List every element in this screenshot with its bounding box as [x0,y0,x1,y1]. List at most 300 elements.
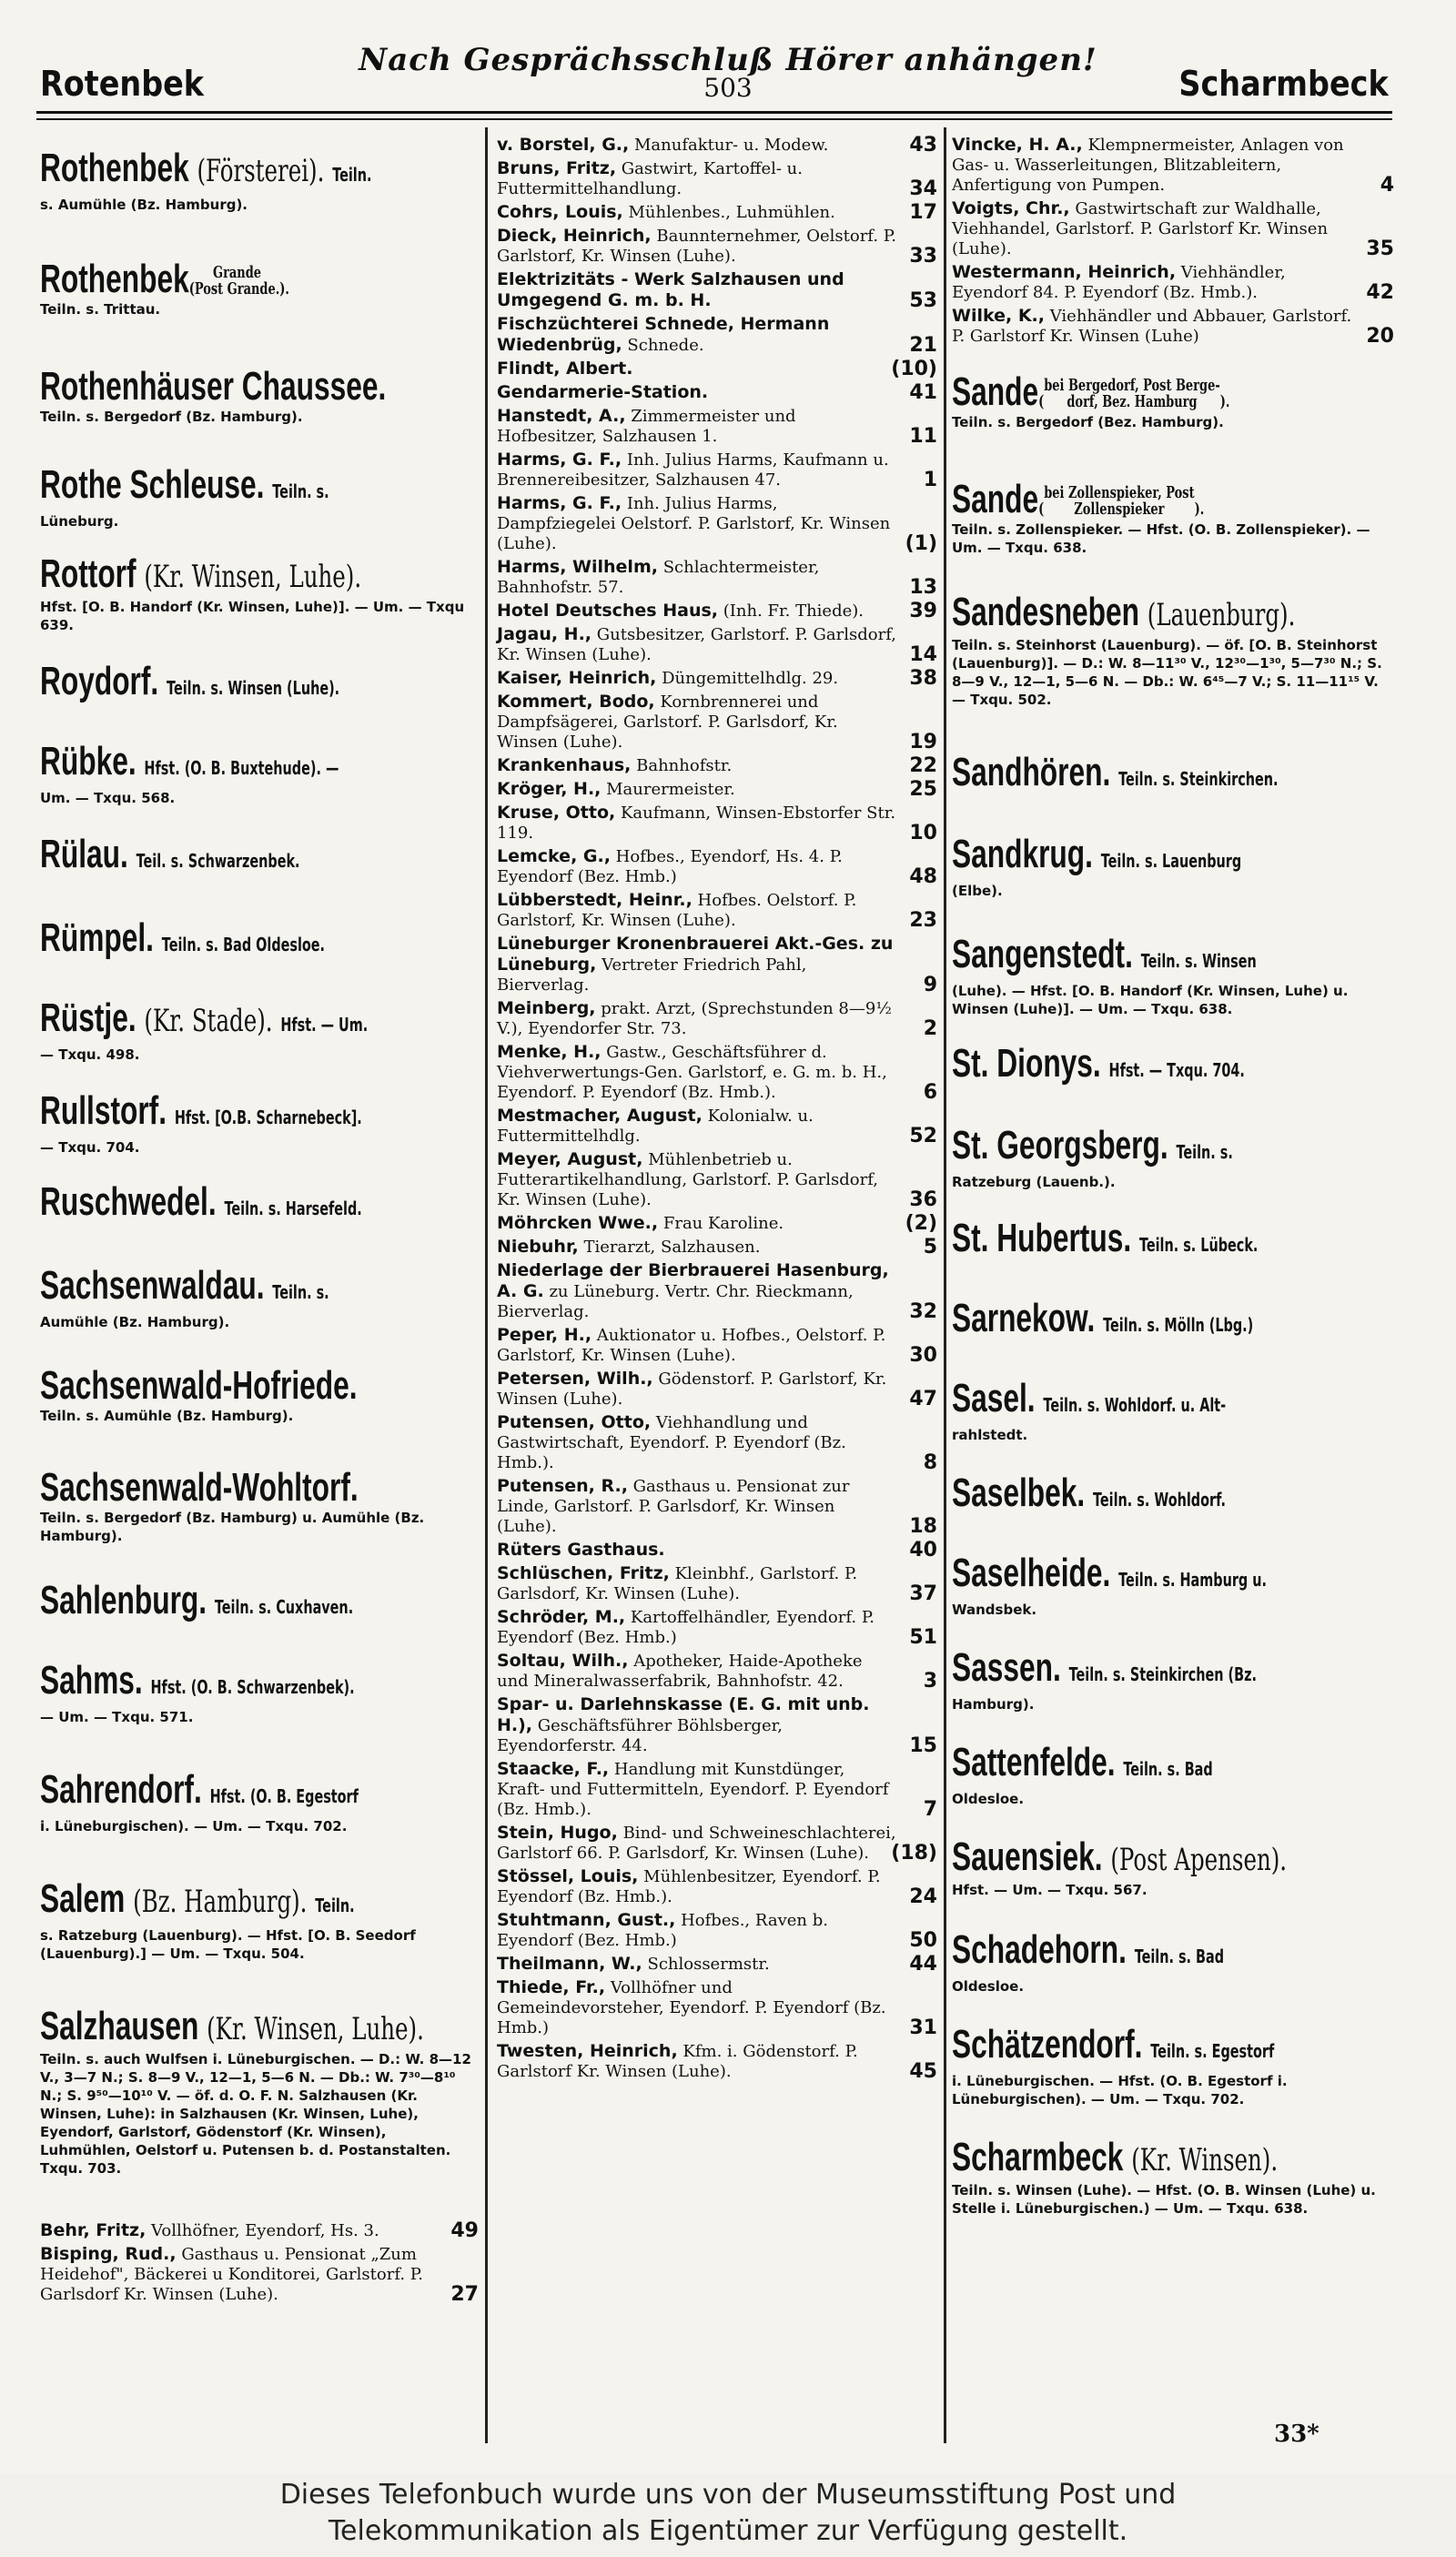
phone-number: 49 [450,2219,479,2242]
phone-number: 20 [1366,325,1394,348]
column-left [40,135,479,2308]
subscriber-name: Bisping, Rud., [40,2244,177,2264]
qualifier-line: Post Grande. [194,279,280,299]
subscriber-name: Bruns, Fritz, [497,158,617,178]
place-name [952,1218,1258,1266]
place-info: Hamburg). [952,1696,1035,1713]
place-name [952,1378,1226,1426]
place-name-qualifier: ( bei Bergedorf, Post Berge- dorf, Bez. Hamburg ). [1038,376,1230,412]
phone-number: (1) [905,532,937,555]
place-info: Wandsbek. [952,1602,1037,1618]
place-info: Teiln. s. Zollenspieker. — Hfst. (O. B. Zollenspieker). — Um. — Txqu. 638. [952,521,1370,556]
qualifier-line: Grande [213,263,262,283]
place-name [40,258,289,300]
place-name-line [952,1472,1394,1521]
place-name-line [952,1378,1394,1426]
subscriber-details: Vollhöfner und Gemeindevorsteher, Eyendorf. P. Eyendorf (Bz. Hmb.) [497,1978,886,2037]
place-name-line [40,741,479,789]
subscriber-entry [497,1106,937,1147]
archive-notice-line-1: Dieses Telefonbuch wurde uns von der Museumsstiftung Post und [279,2479,1177,2511]
place-name [952,1647,1257,1695]
place-name [40,1769,359,1817]
place-name-line [952,1125,1394,1173]
place-info: Um. — Txqu. 568. [40,790,176,806]
place-name-line [952,1929,1394,1977]
subscriber-name: Thiede, Fr., [497,1977,606,1997]
phone-number: 40 [909,1539,937,1561]
column-spacer [952,349,1394,359]
place-heading [40,728,479,821]
subscriber-details: Kolonialw. u. Futtermittelhdlg. [497,1107,814,1146]
place-name-text: Scharmbeck [952,2135,1124,2179]
place-info: Oldesloe. [952,1978,1025,1995]
place-name-text: St. Dionys. [952,1041,1101,1086]
place-name-line [40,1265,479,1313]
place-name [952,479,1204,520]
subscriber-name: Hanstedt, A., [497,406,626,426]
place-heading [40,1352,479,1454]
subscriber-name: Harms, Wilhelm, [497,557,658,577]
subscriber-entry [497,1476,937,1537]
place-name-line [952,1218,1394,1266]
header-rule-top [36,111,1392,114]
subscriber-entry [497,135,937,156]
subscriber-entry [497,1823,937,1864]
subscriber-name: Gendarmerie-Station. [497,382,709,402]
place-info: Teiln. s. Bergedorf (Bez. Hamburg). [952,414,1224,430]
place-name-text: Sauensiek. [952,1834,1103,1879]
subscriber-details: Mühlenbesitzer, Eyendorf. P. Eyendorf (Bz. Hmb.). [497,1867,881,1906]
place-name-line [40,1878,479,1926]
place-name-line [952,479,1394,520]
subscriber-details: Kornbrennerei und Dampfsägerei, Garlstorf. P. Garlsdorf, Kr. Winsen (Luhe). [497,692,838,752]
subscriber-entry [497,359,937,379]
subscriber-entry [497,668,937,689]
place-name-line [952,1298,1394,1346]
phone-number: 7 [923,1798,937,1821]
subscriber-name: Fischzüchterei Schnede, Hermann Wiedenbrüg, [497,314,830,355]
subscriber-entry [497,314,937,356]
place-heading [40,1865,479,1993]
subscriber-name: Stein, Hugo, [497,1823,618,1843]
subscriber-name: Putensen, R., [497,1476,628,1496]
phone-number: 51 [909,1626,937,1649]
place-name [40,661,339,709]
place-info: — Txqu. 704. [40,1139,140,1156]
subscriber-entry [497,1954,937,1975]
phone-number: 52 [909,1125,937,1147]
place-heading [40,1647,479,1756]
subscriber-name: Putensen, Otto, [497,1412,652,1432]
subscriber-entry [952,262,1394,303]
subscriber-entry [497,1759,937,1820]
column-middle [497,135,937,2085]
place-name-suffix: (Lauenburg). [1147,597,1296,633]
place-name [40,147,371,196]
subscriber-name: Niebuhr, [497,1237,579,1257]
place-inline-info: Teiln. s. Bad [1123,1758,1213,1780]
place-name [952,752,1279,800]
subscriber-name: Westermann, Heinrich, [952,262,1177,282]
phone-number: 2 [923,1017,937,1040]
place-name [952,371,1229,413]
subscriber-details: Viehhandlung und Gastwirtschaft, Eyendorf. P. Eyendorf (Bz. Hmb.). [497,1413,846,1472]
phone-number: 48 [909,865,937,888]
place-heading [40,985,479,1077]
phone-number: 24 [909,1885,937,1908]
place-heading [952,2124,1394,2242]
place-heading [952,1112,1394,1205]
subscriber-name: Spar- u. Darlehnskasse (E. G. mit unb. H.), [497,1694,870,1735]
place-info: Hfst. — Um. — Txqu. 567. [952,1882,1148,1898]
subscriber-details: zu Lüneburg. Vertr. Chr. Rieckmann, Bierverlag. [497,1282,854,1321]
subscriber-details: Gastw., Geschäftsführer d. Viehverwertungs-Gen. Garlstorf, e. G. m. b. H., Eyendorf. P. Eyendorf (Bz. Hmb.). [497,1043,887,1102]
subscriber-name: Stuhtmann, Gust., [497,1910,676,1930]
subscriber-name: Rüters Gasthaus. [497,1540,665,1560]
subscriber-details: Vertreter Friedrich Pahl, Bierverlag. [497,955,807,995]
subscriber-name: v. Borstel, G., [497,135,630,155]
subscriber-name: Harms, G. F., [497,493,622,513]
place-info: Teiln. s. Trittau. [40,301,161,318]
phone-number: (10) [891,358,937,380]
place-name [40,2006,424,2050]
place-info: (Luhe). — Hfst. [O. B. Handorf (Kr. Winsen, Luhe) u. Winsen (Luhe)]. — Um. — Txqu. 638. [952,983,1349,1017]
subscriber-name: Niederlage der Bierbrauerei Hasenburg, A. G. [497,1260,889,1301]
subscriber-entry [497,382,937,403]
subscriber-entry [497,1977,937,2038]
place-info: (Elbe). [952,883,1003,899]
place-heading [952,821,1394,921]
place-name [952,834,1241,882]
subscriber-name: Stössel, Louis, [497,1866,639,1886]
archive-notice-line-2: Telekommunikation als Eigentümer zur Verfügung gestellt. [328,2515,1128,2547]
subscriber-name: Soltau, Wilh., [497,1651,629,1671]
place-name [952,934,1257,982]
place-name-line [952,2137,1394,2181]
subscriber-entry [497,202,937,223]
subscriber-details: Hofbes., Eyendorf, Hs. 4. P. Eyendorf (Bez. Hmb.) [497,847,843,886]
subscriber-entry [497,934,937,996]
place-inline-info: Teiln. s. Wohldorf. u. Alt- [1043,1394,1227,1416]
phone-number: (2) [905,1212,937,1235]
place-name-text: Sarnekow. [952,1296,1096,1340]
place-inline-info: Hfst. [O.B. Scharnebeck]. [174,1107,362,1128]
place-name [952,1472,1226,1521]
subscriber-details: Schnede. [627,336,704,355]
header-first-keyword: Rotenbek [40,64,205,104]
place-inline-info: Hfst. (O. B. Buxtehude). — [144,757,339,779]
place-name-suffix: (Kr. Winsen, Luhe). [144,559,362,595]
subscriber-name: Cohrs, Louis, [497,202,623,222]
subscriber-entry [497,1540,937,1561]
subscriber-name: Staacke, F., [497,1759,610,1779]
place-name [952,2137,1278,2181]
subscriber-details: Maurermeister. [606,780,735,799]
place-name-text: Sandhören. [952,750,1111,794]
qualifier-lines [1044,378,1219,410]
place-name-text: Saselbek. [952,1471,1086,1515]
place-info: Hfst. [O. B. Handorf (Kr. Winsen, Luhe)]. — Um. — Txqu 639. [40,599,465,633]
place-inline-info: Teiln. s. [272,1281,329,1303]
place-name [40,1580,353,1628]
subscriber-name: Flindt, Albert. [497,359,633,379]
place-heading [952,1030,1394,1112]
place-name-line [952,1742,1394,1790]
place-inline-info: Teiln. s. [1176,1141,1233,1163]
place-name-text: Sahlenburg. [40,1578,207,1622]
subscriber-entry [497,1607,937,1648]
place-name-line [40,258,479,300]
place-name-text: Sahrendorf. [40,1767,202,1812]
subscriber-entry [497,1866,937,1907]
subscriber-name: Kaiser, Heinrich, [497,668,657,688]
place-name [40,464,329,512]
place-heading [952,921,1394,1030]
place-name-line [952,1647,1394,1695]
place-name [952,1836,1287,1881]
place-heading [40,1993,479,2220]
place-name-suffix: (Post Apensen). [1110,1842,1288,1878]
place-name-line [40,917,479,965]
place-name [40,741,339,789]
place-name-text: Saselheide. [952,1551,1111,1595]
phone-number: 9 [923,974,937,996]
phone-number: 30 [909,1344,937,1367]
place-name [40,1265,329,1313]
place-name [40,917,325,965]
place-inline-info: Teiln. s. Lauenburg [1100,850,1242,872]
place-name-text: Sattenfelde. [952,1740,1116,1784]
phone-number: 8 [923,1451,937,1474]
place-heading [952,1365,1394,1460]
subscriber-name: Hotel Deutsches Haus, [497,601,719,621]
place-name-line [952,1043,1394,1091]
place-heading [952,1634,1394,1729]
place-inline-info: Teiln. s. Harsefeld. [224,1198,362,1219]
place-name-text: Sande [952,477,1039,521]
phone-number: 5 [923,1236,937,1258]
place-heading [40,1077,479,1168]
subscriber-details: Gastwirtschaft zur Waldhalle, Viehhandel, Garlstorf. P. Garlstorf Kr. Winsen (Luhe). [952,199,1329,258]
place-name-text: Sangenstedt. [952,932,1133,976]
qualifier-line: dorf, Bez. Hamburg [1067,392,1198,412]
place-inline-info: Teiln. [315,1895,355,1916]
place-inline-info: Hfst. — Um. [280,1014,369,1036]
place-name-suffix: (Kr. Winsen). [1131,2142,1279,2178]
place-name [40,1878,355,1926]
subscriber-details: Gödenstorf. P. Garlstorf, Kr. Winsen (Luhe). [497,1369,887,1409]
subscriber-details: Inh. Julius Harms, Dampfziegelei Oelstorf. P. Garlstorf, Kr. Winsen (Luhe). [497,494,891,553]
subscriber-details: Gasthaus u. Pensionat zur Linde, Garlstorf. P. Garlsdorf, Kr. Winsen (Luhe). [497,1477,850,1536]
place-info: i. Lüneburgischen. — Hfst. (O. B. Egestorf i. Lüneburgischen). — Um. — Txqu. 702. [952,2073,1288,2107]
place-heading [952,1729,1394,1824]
subscriber-details: Düngemittelhdlg. 29. [662,669,839,688]
phone-number: 15 [909,1734,937,1757]
place-name [40,1660,355,1708]
place-name-text: Rothe Schleuse. [40,462,265,507]
subscriber-name: Kröger, H., [497,779,602,799]
place-heading [952,579,1394,739]
place-name [40,1181,362,1229]
subscriber-name: Harms, G. F., [497,450,622,470]
place-name-text: Sandkrug. [952,832,1093,876]
phone-number: 36 [909,1188,937,1211]
subscriber-name: Twesten, Heinrich, [497,2041,678,2061]
place-heading [952,1540,1394,1634]
phone-number: 41 [909,381,937,404]
subscriber-details: Mühlenbetrieb u. Futterartikelhandlung, Garlstorf. P. Garlsdorf, Kr. Winsen (Luhe). [497,1150,878,1209]
place-name-text: Schadehorn. [952,1927,1127,1972]
place-name-line [40,366,479,408]
place-inline-info: Teiln. [332,164,372,186]
subscriber-name: Menke, H., [497,1042,602,1062]
place-name [952,591,1295,636]
phone-number: 43 [909,134,937,157]
phone-number: 50 [909,1929,937,1952]
header-notice: Nach Gesprächsschluß Hörer anhängen! [359,42,1097,78]
place-heading [40,246,479,353]
subscriber-name: Elektrizitäts - Werk Salzhausen und Umgegend G. m. b. H. [497,269,844,310]
place-name-text: Sassen. [952,1645,1061,1690]
phone-number: 53 [909,289,937,312]
phone-number: 45 [909,2060,937,2083]
subscriber-entry [497,493,937,554]
phone-number: 39 [909,600,937,622]
subscriber-details: Apotheker, Haide-Apotheke und Mineralwasserfabrik, Bahnhofstr. 42. [497,1652,863,1691]
place-heading [952,1205,1394,1285]
subscriber-entry [497,1910,937,1951]
phone-number: 10 [909,822,937,844]
place-heading [40,353,479,451]
place-info: Teiln. s. Bergedorf (Bz. Hamburg) u. Aumühle (Bz. Hamburg). [40,1510,425,1544]
subscriber-entry [497,692,937,753]
subscriber-entry [497,624,937,665]
subscriber-name: Lemcke, G., [497,846,611,866]
subscriber-entry [497,1260,937,1322]
place-info: Aumühle (Bz. Hamburg). [40,1314,230,1330]
place-name [952,1125,1233,1173]
subscriber-entry [40,2220,479,2241]
place-info: Teiln. s. auch Wulfsen i. Lüneburgischen. — D.: W. 8—12 V., 3—7 N.; S. 8—9 V., 12—1, 5—6 N. — Db.: W. 7³⁰—8¹⁰ N.; S. 9⁵⁰—10¹⁰ V. — öf. d. O. F. N. Salzhausen (Kr. Winsen, Luhe): in Salzhausen (Kr. Winsen, Luhe), Eyendorf, Garlstorf, Gödenstorf (Kr. Winsen), Luhmühlen, Oelstorf u. Putensen b. d. Postanstalten. Txqu. 703. [40,2051,471,2177]
place-name [40,1365,358,1407]
place-name-text: Rübke. [40,739,136,783]
place-name-line [40,147,479,196]
subscriber-name: Wilke, K., [952,306,1045,326]
place-heading [40,821,479,905]
column-right [952,135,1394,2242]
subscriber-name: Behr, Fritz, [40,2220,147,2240]
subscriber-details: Viehhändler und Abbauer, Garlstorf. P. Garlstorf Kr. Winsen (Luhe) [952,307,1352,346]
place-name-line [40,1467,479,1509]
subscriber-name: Möhrcken Wwe., [497,1213,659,1233]
place-name [40,1090,362,1138]
place-name-line [40,553,479,598]
place-heading [952,1916,1394,2011]
subscriber-details: Tierarzt, Salzhausen. [583,1238,761,1257]
phone-number: 37 [909,1582,937,1605]
place-info: Oldesloe. [952,1791,1025,1807]
phone-number: 13 [909,576,937,599]
subscriber-details: Bind- und Schweineschlachterei, Garlstorf 66. P. Garlsdorf, Kr. Winsen (Luhe). [497,1824,896,1863]
place-inline-info: Hfst. (O. B. Schwarzenbek). [150,1676,355,1698]
subscriber-name: Schröder, M., [497,1607,626,1627]
subscriber-entry [497,1694,937,1756]
header-rule-bottom [36,118,1392,120]
place-info: Ratzeburg (Lauenb.). [952,1174,1116,1190]
subscriber-entry [497,998,937,1039]
subscriber-entry [40,2244,479,2305]
subscriber-entry [952,135,1394,196]
phone-number: 23 [909,909,937,932]
subscriber-entry [497,1325,937,1366]
place-name-line [40,1365,479,1407]
place-name-text: Sande [952,369,1039,414]
subscriber-name: Krankenhaus, [497,755,632,775]
subscriber-entry [497,2041,937,2082]
place-inline-info: Teiln. s. Cuxhaven. [214,1596,354,1618]
subscriber-name: Dieck, Heinrich, [497,226,652,246]
place-heading [952,1824,1394,1916]
place-name-text: Sachsenwald-Wohltorf. [40,1465,359,1510]
place-name-line [952,2024,1394,2072]
place-info: s. Ratzeburg (Lauenburg). — Hfst. [O. B. Seedorf (Lauenburg).] — Um. — Txqu. 504. [40,1927,416,1962]
subscriber-details: Vollhöfner, Eyendorf, Hs. 3. [151,2221,379,2240]
place-name-text: Salem [40,1876,126,1921]
subscriber-details: Schlossermstr. [647,1955,770,1974]
place-name-text: Sachsenwaldau. [40,1263,265,1308]
subscriber-details: Zimmermeister und Hofbesitzer, Salzhausen 1. [497,407,796,446]
place-name [40,834,300,882]
place-name [952,2024,1274,2072]
subscriber-entry [497,803,937,844]
place-heading [40,1168,479,1252]
subscriber-details: Klempnermeister, Anlagen von Gas- u. Wasserleitungen, Blitzableitern, Anfertigung von Pumpen. [952,136,1344,195]
subscriber-name: Schlüschen, Fritz, [497,1563,670,1583]
qualifier-line: bei Zollenspieker, Post [1044,483,1195,503]
place-inline-info: Teiln. s. Bad Oldesloe. [161,934,326,955]
phone-number: 3 [923,1670,937,1693]
subscriber-entry [497,1213,937,1234]
phone-number: 21 [909,334,937,357]
place-name-text: Ruschwedel. [40,1179,217,1224]
subscriber-name: Lüneburger Kronenbrauerei Akt.-Ges. zu Lüneburg, [497,934,894,975]
subscriber-entry [497,755,937,776]
place-info: — Um. — Txqu. 571. [40,1709,194,1725]
place-name-line [952,752,1394,800]
subscriber-name: Peper, H., [497,1325,592,1345]
place-name-text: Sasel. [952,1376,1036,1420]
place-name [952,1552,1267,1601]
subscriber-entry [497,406,937,447]
place-info: Teiln. s. Bergedorf (Bz. Hamburg). [40,409,303,425]
subscriber-entry [497,158,937,199]
phone-number: 31 [909,2016,937,2039]
place-name-text: Rothenbek [40,257,189,301]
place-name-text: St. Georgsberg. [952,1123,1168,1167]
subscriber-entry [497,1369,937,1410]
subscriber-name: Theilmann, W., [497,1954,642,1974]
phone-number: 19 [909,731,937,753]
phone-number: 18 [909,1515,937,1538]
subscriber-name: Meinberg, [497,998,596,1018]
place-heading [40,135,479,246]
place-heading [40,648,479,728]
phone-number: 42 [1366,281,1394,304]
place-name [40,1467,359,1509]
subscriber-details: prakt. Arzt, (Sprechstunden 8—9½ V.), Eyendorfer Str. 73. [497,999,892,1038]
subscriber-details: Gutsbesitzer, Garlstorf. P. Garlsdorf, Kr. Winsen (Luhe). [497,625,896,664]
subscriber-details: Mühlenbes., Luhmühlen. [628,203,835,222]
